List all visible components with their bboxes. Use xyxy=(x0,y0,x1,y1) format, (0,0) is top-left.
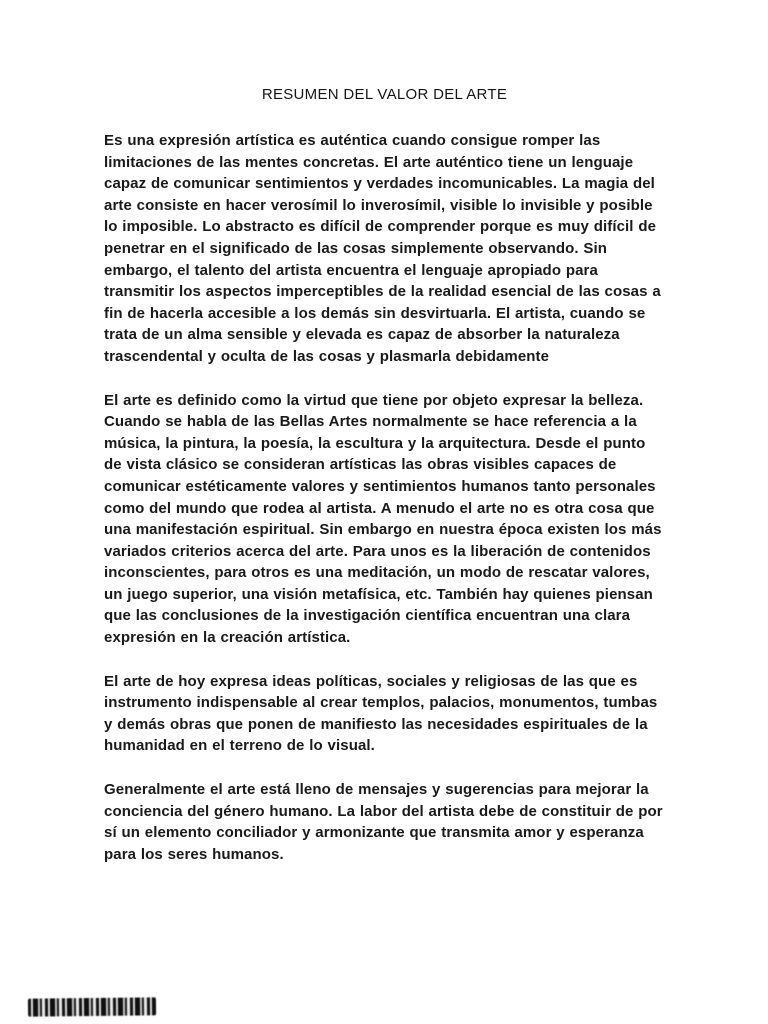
barcode-smudge-icon xyxy=(28,997,156,1016)
document-title: RESUMEN DEL VALOR DEL ARTE xyxy=(261,86,508,103)
paragraph-2: El arte es definido como la virtud que tiene por objeto expresar la belleza. Cuando se habla de las Bellas Artes normalmente se hace referencia a la música, la pintura, la poesía, la escultura y la arquitectura. Desde el punto de vista clásico se consideran artísticas las obras visibles capaces de comunicar estéticamente valores y sentimientos humanos tanto personales como del mundo que rodea al artista. A menudo el arte no es otra cosa que una manifestación espiritual. Sin embargo en nuestra época existen los más variados criterios acerca del arte. Para unos es la liberación de contenidos inconscientes, para otros es una meditación, un modo de rescatar valores, un juego superior, una visión metafísica, etc. También hay quienes piensan que las conclusiones de la investigación científica encuentran una clara expresión en la creación artística. xyxy=(104,391,662,647)
paragraph-4: Generalmente el arte está lleno de mensajes y sugerencias para mejorar la conciencia del género humano. La labor del artista debe de constituir de por sí un elemento conciliador y armonizante que transmita amor y esperanza para los seres humanos. xyxy=(104,781,663,863)
paragraph-3: El arte de hoy expresa ideas políticas, sociales y religiosas de las que es instrumento indispensable al crear templos, palacios, monumentos, tumbas y demás obras que ponen de manifiesto las necesidades espirituales de la humanidad en el terreno de lo visual. xyxy=(104,672,658,755)
paragraph-1: Es una expresión artística es auténtica cuando consigue romper las limitaciones de las mentes concretas. El arte auténtico tiene un lenguaje capaz de comunicar sentimientos y verdades incomunicables. La magia del arte consiste en hacer verosímil lo inverosímil, visible lo invisible y posible lo imposible. Lo abstracto es difícil de comprender porque es muy difícil de penetrar en el significado de las cosas simplemente observando. Sin embargo, el talento del artista encuentra el lenguaje apropiado para transmitir los aspectos imperceptibles de la realidad esencial de las cosas a fin de hacerla accesible a los demás sin desvirtuarla. El artista, cuando se trata de un alma sensible y elevada es capaz de absorber la naturaleza trascendental y oculta de las cosas y plasmarla debidamente xyxy=(104,132,661,365)
document-content xyxy=(104,86,665,887)
